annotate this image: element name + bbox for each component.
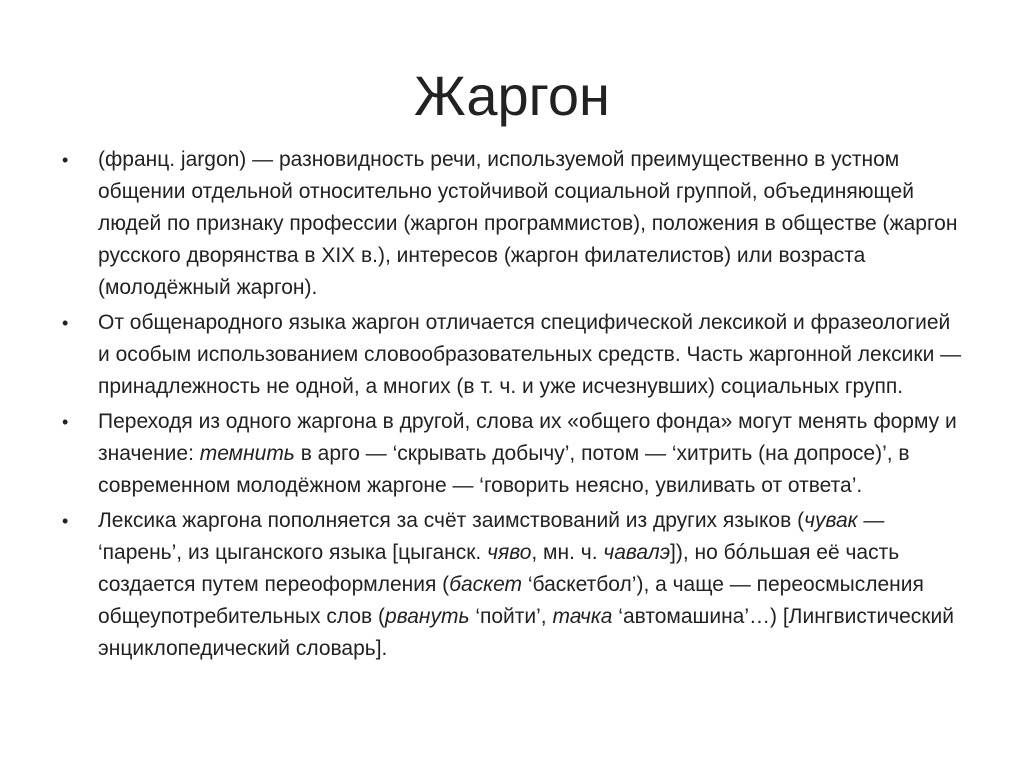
bullet-text-segment: Переходя из одного жаргона в другой, слова их «общего фонда» могут менять форму и значение: [98, 410, 957, 465]
bullet-marker: • [62, 412, 69, 432]
bullet-text-italic: тачка [552, 605, 613, 628]
bullet-text-segment: (франц. jargon) — разновидность речи, используемой преимущественно в устном общении отдельной относительно устойчивой социальной группой, объединяющей людей по признаку профессии (жаргон программистов), положения в обществе (жаргон русского дворянства в XIX в.), интересов (жаргон филателистов) или возраста (молодёжный жаргон). [98, 148, 958, 299]
bullet-list [62, 144, 962, 668]
bullet-text-segment: в арго — ‘скрывать добычу’, потом — ‘хитрить (на допросе)’, в современном молодёжном жаргоне — ‘говорить неясно, увиливать от ответа’. [98, 442, 910, 497]
bullet-text [98, 307, 962, 403]
bullet-item [62, 505, 962, 665]
bullet-text-segment: ‘баскетбол’), а чаще — переосмысления общеупотребительных слов ( [98, 573, 924, 628]
bullet-text [98, 406, 962, 502]
bullet-text-segment: ]), но бóльшая её часть создается путем переоформления ( [98, 541, 900, 596]
bullet-item [62, 144, 962, 304]
bullet-text-italic: чувак [804, 509, 858, 532]
bullet-text-segment: — ‘парень’, из цыганского языка [цыганск. [98, 509, 885, 564]
bullet-text [98, 144, 962, 304]
bullet-text-italic: баскет [449, 573, 523, 596]
slide-title: Жаргон [414, 64, 610, 127]
bullet-text-segment: От общенародного языка жаргон отличается специфической лексикой и фразеологией и особым использованием словообразовательных средств. Часть жаргонной лексики — принадлежность не одной, а многих (в т. ч. и уже исчезнувших) социальных групп. [98, 311, 962, 398]
bullet-text-segment: ‘автомашина’…) [Лингвистический энциклопедический словарь]. [98, 605, 954, 660]
bullet-item [62, 406, 962, 502]
bullet-item [62, 307, 962, 403]
bullet-marker: • [62, 511, 69, 531]
bullet-text-segment: , мн. ч. [531, 541, 604, 564]
bullet-text [98, 505, 962, 665]
bullet-text-segment: Лексика жаргона пополняется за счёт заимствований из других языков ( [98, 509, 805, 532]
bullet-marker: • [62, 150, 69, 170]
bullet-text-italic: чяво [487, 541, 532, 564]
bullet-text-italic: чавалэ [603, 541, 671, 564]
bullet-text-italic: темнить [199, 442, 295, 465]
bullet-text-italic: рвануть [385, 605, 470, 628]
bullet-text-segment: ‘пойти’, [469, 605, 553, 628]
bullet-marker: • [62, 313, 69, 333]
